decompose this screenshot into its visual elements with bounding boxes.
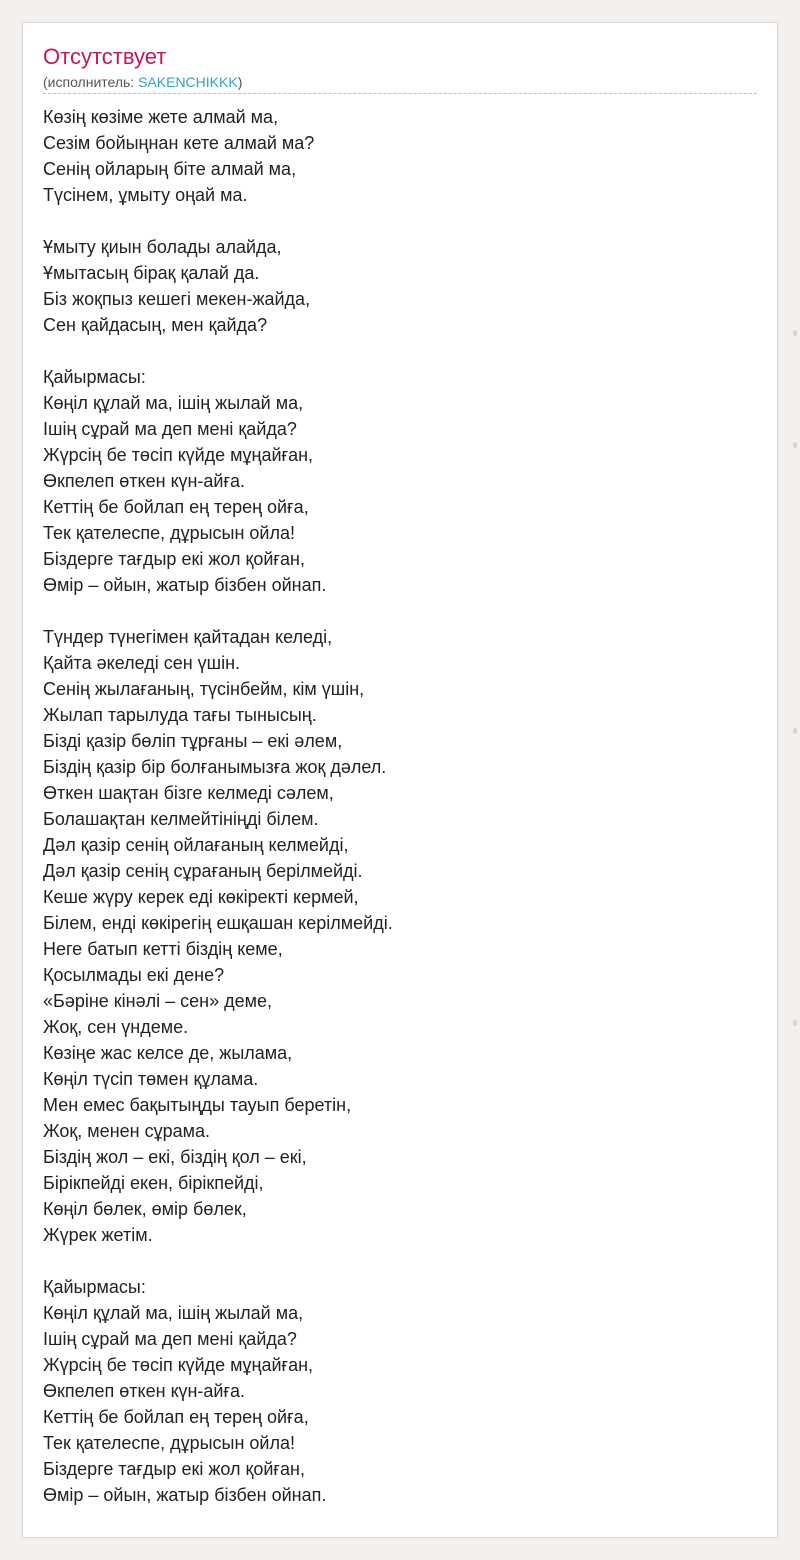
lyric-line: Қосылмады екі дене? bbox=[43, 965, 225, 985]
lyric-line: Біздің жол – екі, біздің қол – екі, bbox=[43, 1147, 307, 1167]
lyrics-stanza bbox=[43, 624, 759, 1248]
lyric-line: Болашақтан келмейтініңді білем. bbox=[43, 809, 319, 829]
lyric-line: Қайырмасы: bbox=[43, 367, 146, 387]
lyric-line: Жоқ, менен сұрама. bbox=[43, 1121, 210, 1141]
lyric-line: Сенің ойларың біте алмай ма, bbox=[43, 159, 297, 179]
lyrics-stanza bbox=[43, 104, 759, 208]
lyric-line: Сенің жылағаның, түсінбейм, кім үшін, bbox=[43, 679, 365, 699]
lyrics-body bbox=[43, 104, 759, 1534]
lyric-line: Біздің қазір бір болғанымызға жоқ дәлел. bbox=[43, 757, 387, 777]
lyric-line: Біздерге тағдыр екі жол қойған, bbox=[43, 1459, 305, 1479]
lyric-line: Сезім бойыңнан кете алмай ма? bbox=[43, 133, 315, 153]
lyric-line: Неге батып кетті біздің кеме, bbox=[43, 939, 283, 959]
lyric-line: Біздерге тағдыр екі жол қойған, bbox=[43, 549, 305, 569]
lyric-line: Көңіл құлай ма, ішің жылай ма, bbox=[43, 393, 304, 413]
lyric-line: Ұмытасың бірақ қалай да. bbox=[43, 263, 260, 283]
lyric-line: Тек қателеспе, дұрысын ойла! bbox=[43, 1433, 295, 1453]
page-edge-mark bbox=[793, 728, 797, 734]
lyric-line: Өмір – ойын, жатыр бізбен ойнап. bbox=[43, 1485, 327, 1505]
lyrics-stanza bbox=[43, 364, 759, 598]
lyric-line: Бірікпейді екен, бірікпейді, bbox=[43, 1173, 264, 1193]
lyric-line: Қайта әкеледі сен үшін. bbox=[43, 653, 241, 673]
page-edge-mark bbox=[793, 330, 797, 336]
lyric-line: Дәл қазір сенің сұрағаның берілмейді. bbox=[43, 861, 363, 881]
lyric-line: Жүрсің бе төсіп күйде мұңайған, bbox=[43, 1355, 314, 1375]
lyric-line: Кеттің бе бойлап ең терең ойға, bbox=[43, 497, 309, 517]
lyric-line: Түсінем, ұмыту оңай ма. bbox=[43, 185, 248, 205]
lyric-line: Білем, енді көкірегің ешқашан керілмейді. bbox=[43, 913, 393, 933]
lyric-line: Жылап тарылуда тағы тынысың. bbox=[43, 705, 317, 725]
lyric-line: Өкпелеп өткен күн-айға. bbox=[43, 471, 246, 491]
performer-link[interactable]: SAKENCHIKKK bbox=[138, 74, 238, 90]
performer-line bbox=[43, 73, 242, 91]
title-divider bbox=[43, 93, 757, 94]
lyric-line: Сен қайдасың, мен қайда? bbox=[43, 315, 268, 335]
lyric-line: Кеттің бе бойлап ең терең ойға, bbox=[43, 1407, 309, 1427]
lyric-line: Түндер түнегімен қайтадан келеді, bbox=[43, 627, 333, 647]
lyric-line: Мен емес бақытыңды тауып беретін, bbox=[43, 1095, 352, 1115]
lyric-line: Біз жоқпыз кешегі мекен-жайда, bbox=[43, 289, 311, 309]
page-edge-mark bbox=[793, 442, 797, 448]
lyric-line: Көңіл құлай ма, ішің жылай ма, bbox=[43, 1303, 304, 1323]
lyric-line: Өткен шақтан бізге келмеді сәлем, bbox=[43, 783, 334, 803]
lyric-line: Кеше жүру керек еді көкіректі кермей, bbox=[43, 887, 359, 907]
lyric-line: Жоқ, сен үндеме. bbox=[43, 1017, 189, 1037]
lyric-line: Дәл қазір сенің ойлағаның келмейді, bbox=[43, 835, 349, 855]
song-title: Отсутствует bbox=[43, 44, 167, 69]
lyrics-card bbox=[22, 22, 778, 1538]
lyrics-stanza bbox=[43, 234, 759, 338]
lyric-line: Тек қателеспе, дұрысын ойла! bbox=[43, 523, 295, 543]
lyric-line: Жүрек жетім. bbox=[43, 1225, 153, 1245]
performer-suffix: ) bbox=[237, 74, 243, 90]
lyric-line: Көзің көзіме жете алмай ма, bbox=[43, 107, 279, 127]
lyric-line: Ішің сұрай ма деп мені қайда? bbox=[43, 1329, 297, 1349]
lyric-line: Қайырмасы: bbox=[43, 1277, 146, 1297]
lyric-line: Өмір – ойын, жатыр бізбен ойнап. bbox=[43, 575, 327, 595]
lyric-line: Ішің сұрай ма деп мені қайда? bbox=[43, 419, 297, 439]
lyrics-stanza bbox=[43, 1274, 759, 1508]
lyric-line: Көңіл бөлек, өмір бөлек, bbox=[43, 1199, 247, 1219]
lyric-line: Жүрсің бе төсіп күйде мұңайған, bbox=[43, 445, 314, 465]
page-edge-mark bbox=[793, 1020, 797, 1026]
lyric-line: «Бәріне кінәлі – сен» деме, bbox=[43, 991, 272, 1011]
performer-prefix: (исполнитель: bbox=[43, 74, 139, 90]
lyric-line: Көзіңе жас келсе де, жылама, bbox=[43, 1043, 293, 1063]
lyric-line: Бізді қазір бөліп тұрғаны – екі әлем, bbox=[43, 731, 343, 751]
lyric-line: Өкпелеп өткен күн-айға. bbox=[43, 1381, 246, 1401]
lyric-line: Ұмыту қиын болады алайда, bbox=[43, 237, 282, 257]
lyric-line: Көңіл түсіп төмен құлама. bbox=[43, 1069, 259, 1089]
